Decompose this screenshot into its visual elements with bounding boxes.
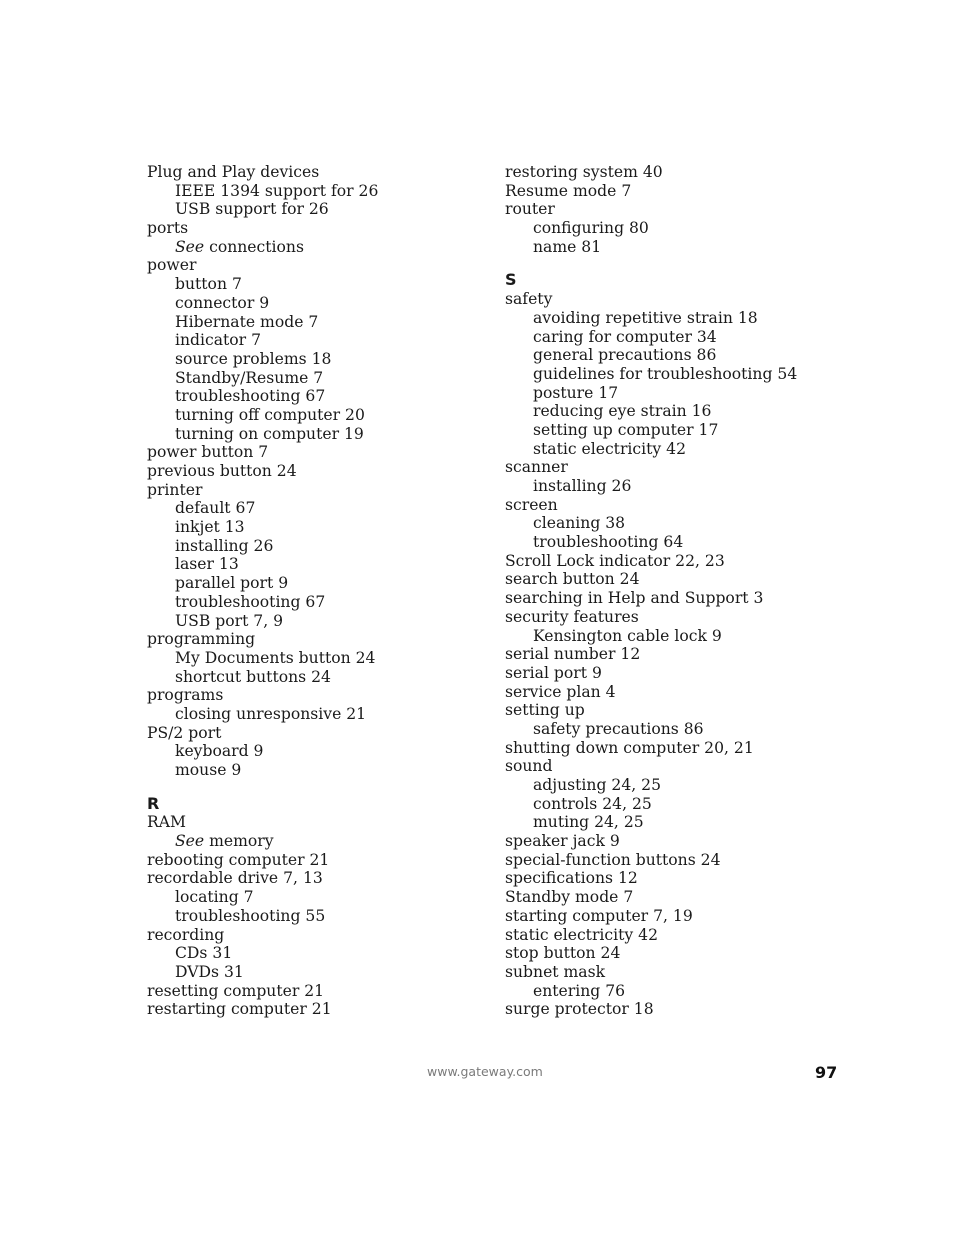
index-subentry: installing 26 — [175, 536, 274, 555]
index-subentry: guidelines for troubleshooting 54 — [533, 364, 798, 383]
page-number: 97 — [815, 1063, 838, 1082]
index-entry: power button 7 — [147, 443, 269, 462]
index-subentry: locating 7 — [175, 888, 254, 907]
see-target: connections — [204, 237, 304, 256]
index-subentry: Standby/Resume 7 — [175, 368, 324, 387]
index-column-left — [147, 163, 477, 1019]
index-letter-heading: R — [147, 793, 160, 813]
index-see-reference — [147, 832, 477, 851]
index-subentry: adjusting 24, 25 — [533, 776, 661, 794]
index-subentry: troubleshooting 67 — [175, 387, 326, 406]
index-subentry: Hibernate mode 7 — [175, 312, 319, 331]
index-subentry: caring for computer 34 — [533, 327, 717, 346]
index-subentry: Kensington cable lock 9 — [533, 626, 722, 645]
index-entry: printer — [147, 480, 203, 499]
index-entry: resetting computer 21 — [147, 981, 325, 1000]
index-entry: programming — [147, 630, 256, 649]
index-subentry: cleaning 38 — [533, 514, 626, 533]
index-subentry: reducing eye strain 16 — [533, 402, 712, 421]
index-subentry: default 67 — [175, 499, 256, 518]
index-subentry: safety precautions 86 — [533, 719, 704, 738]
index-letter-heading: S — [505, 270, 517, 290]
index-see-reference — [147, 238, 477, 257]
index-entry: restarting computer 21 — [147, 1000, 332, 1019]
index-entry: service plan 4 — [505, 682, 616, 701]
index-subentry: posture 17 — [533, 383, 619, 402]
index-entry: speaker jack 9 — [505, 832, 620, 851]
index-entry: programs — [147, 686, 224, 705]
index-subentry: source problems 18 — [175, 349, 332, 368]
index-subentry: button 7 — [175, 275, 242, 294]
index-subentry: mouse 9 — [175, 761, 242, 779]
index-subentry: turning off computer 20 — [175, 405, 365, 424]
index-subentry: controls 24, 25 — [533, 794, 652, 813]
index-subentry: muting 24, 25 — [533, 813, 644, 832]
index-subentry: setting up computer 17 — [533, 420, 719, 439]
index-subentry: laser 13 — [175, 555, 239, 574]
index-entry: router — [505, 200, 555, 219]
index-subentry: avoiding repetitive strain 18 — [533, 308, 758, 327]
index-entry: searching in Help and Support 3 — [505, 589, 764, 608]
index-entry: stop button 24 — [505, 944, 621, 963]
index-subentry: static electricity 42 — [533, 439, 686, 458]
index-entry: setting up — [505, 701, 585, 720]
index-subentry: configuring 80 — [533, 219, 649, 238]
see-label: See — [175, 237, 205, 256]
index-entry: PS/2 port — [147, 723, 222, 742]
index-entry: starting computer 7, 19 — [505, 906, 693, 925]
index-subentry: CDs 31 — [175, 944, 233, 963]
index-subentry: keyboard 9 — [175, 742, 264, 761]
index-entry: ports — [147, 219, 189, 238]
index-entry: Standby mode 7 — [505, 888, 634, 907]
index-entry: subnet mask — [505, 962, 606, 981]
see-target: memory — [204, 832, 274, 851]
index-entry: recording — [147, 925, 225, 944]
index-subentry: connector 9 — [175, 293, 270, 312]
index-subentry: entering 76 — [533, 981, 626, 1000]
footer-url: www.gateway.com — [427, 1064, 543, 1079]
index-subentry: general precautions 86 — [533, 346, 717, 365]
index-subentry: closing unresponsive 21 — [175, 704, 367, 723]
index-entry: sound — [505, 757, 553, 776]
index-entry: security features — [505, 607, 639, 626]
index-entry: Plug and Play devices — [147, 163, 320, 181]
index-subentry: indicator 7 — [175, 331, 262, 350]
index-entry: safety — [505, 290, 553, 309]
index-entry: restoring system 40 — [505, 163, 663, 181]
index-entry: recordable drive 7, 13 — [147, 869, 323, 888]
index-subentry: troubleshooting 67 — [175, 592, 326, 611]
index-subentry: name 81 — [533, 237, 602, 256]
index-subentry: DVDs 31 — [175, 962, 244, 981]
index-entry: serial number 12 — [505, 645, 641, 664]
index-entry: special-function buttons 24 — [505, 850, 721, 869]
index-subentry: troubleshooting 64 — [533, 533, 684, 552]
index-entry: screen — [505, 495, 558, 514]
index-entry: specifications 12 — [505, 869, 638, 888]
index-subentry: IEEE 1394 support for 26 — [175, 181, 379, 200]
index-subentry: USB support for 26 — [175, 200, 329, 219]
see-label: See — [175, 832, 205, 851]
index-subentry: parallel port 9 — [175, 574, 289, 593]
index-subentry: inkjet 13 — [175, 518, 245, 537]
index-subentry: installing 26 — [533, 477, 632, 495]
index-entry: rebooting computer 21 — [147, 850, 330, 869]
index-entry: shutting down computer 20, 21 — [505, 738, 754, 757]
index-entry: RAM — [147, 813, 186, 832]
index-entry: scanner — [505, 458, 568, 477]
index-entry: previous button 24 — [147, 462, 297, 480]
index-subentry: shortcut buttons 24 — [175, 667, 331, 686]
index-subentry: turning on computer 19 — [175, 424, 364, 443]
index-entry: surge protector 18 — [505, 1000, 654, 1019]
index-entry: power — [147, 256, 197, 275]
index-subentry: troubleshooting 55 — [175, 906, 326, 925]
index-entry: search button 24 — [505, 570, 640, 589]
index-subentry: USB port 7, 9 — [175, 611, 284, 630]
index-entry: Scroll Lock indicator 22, 23 — [505, 551, 725, 570]
index-subentry: My Documents button 24 — [175, 648, 376, 667]
index-column-right — [505, 163, 835, 1019]
index-entry: serial port 9 — [505, 663, 602, 682]
index-entry: static electricity 42 — [505, 925, 658, 944]
index-entry: Resume mode 7 — [505, 181, 632, 200]
